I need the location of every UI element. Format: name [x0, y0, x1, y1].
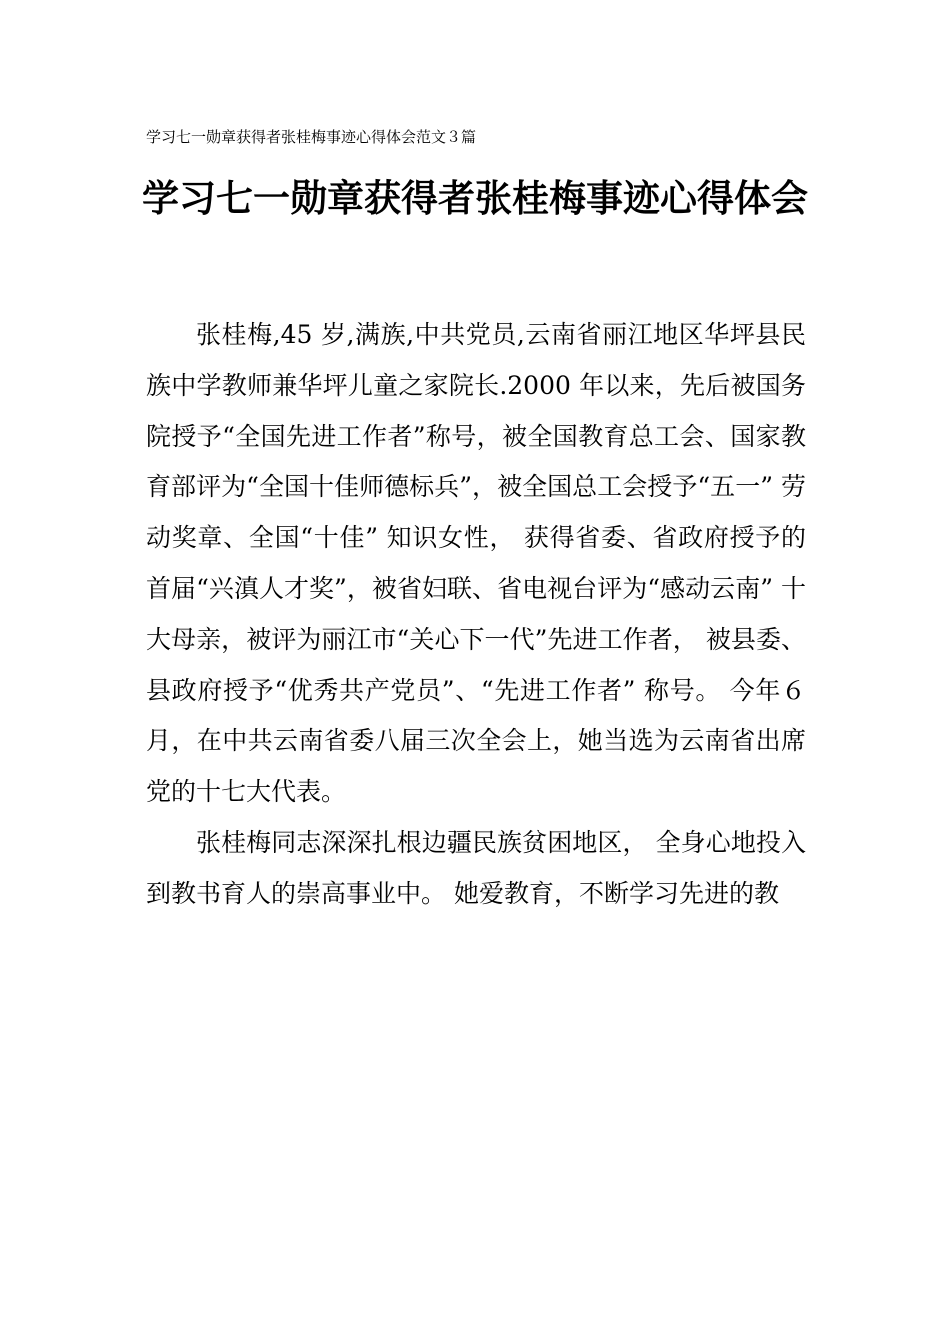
document-body — [146, 310, 806, 920]
document-title: 学习七一勋章获得者张桂梅事迹心得体会 — [142, 177, 808, 220]
running-header: 学习七一勋章获得者张桂梅事迹心得体会范文３篇 — [146, 128, 477, 146]
paragraph-2: 张桂梅同志深深扎根边疆民族贫困地区， 全身心地投入到教书育人的崇高事业中。 她爱教育，不断学习先进的教 — [146, 827, 806, 908]
paragraph-1: 张桂梅,45 岁,满族,中共党员,云南省丽江地区华坪县民族中学教师兼华坪儿童之家院长.2000 年以来，先后被国务院授予“全国先进工作者”称号，被全国教育总工会、国家教育部评为“全国十佳师德标兵”，被全国总工会授予“五一” 劳动奖章、全国“十佳” 知识女性， 获得省委、省政府授予的首届“兴滇人才奖”，被省妇联、省电视台评为“感动云南” 十大母亲，被评为丽江市“关心下一代”先进工作者， 被县委、县政府授予“优秀共产党员”、“先进工作者” 称号。 今年６月，在中共云南省委八届三次全会上，她当选为云南省出席党的十七大代表。 — [146, 320, 806, 807]
